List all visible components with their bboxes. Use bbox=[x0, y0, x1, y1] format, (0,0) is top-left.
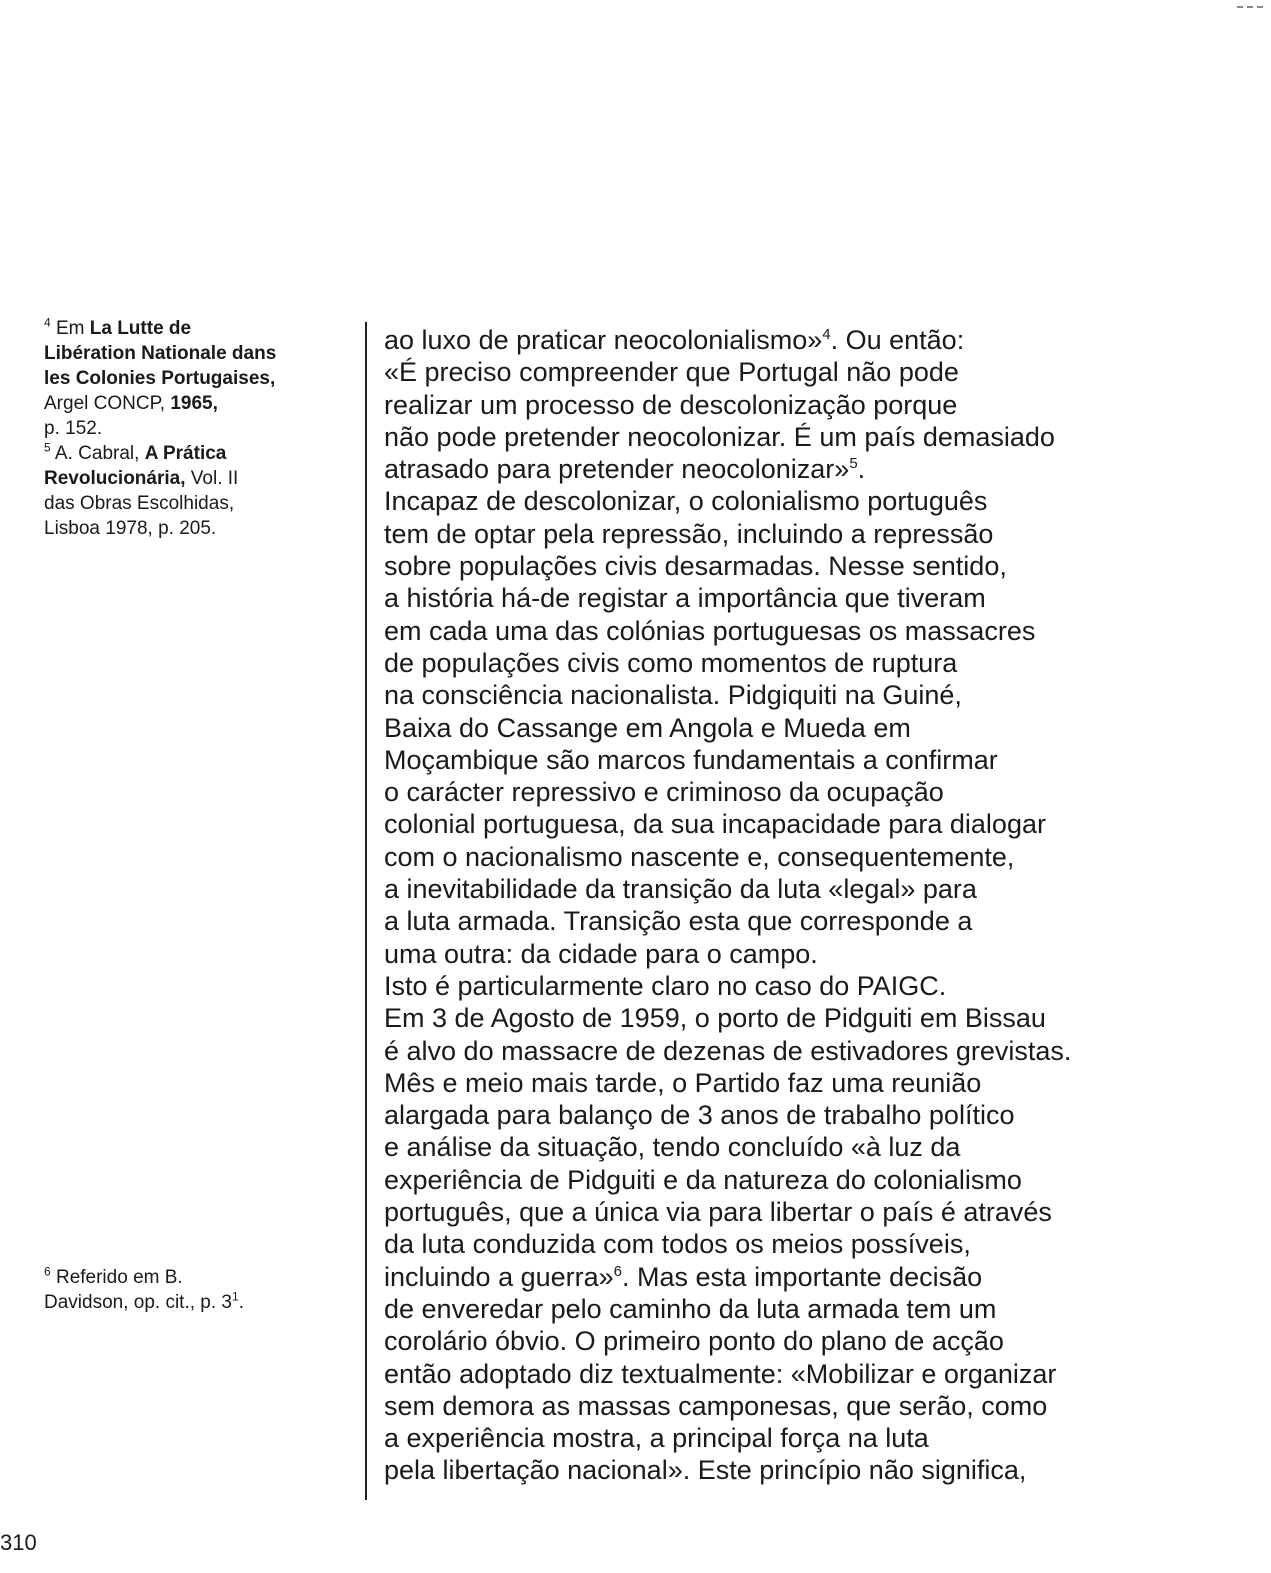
footnote-4-marker: 4 bbox=[44, 315, 51, 330]
body-line-text: a inevitabilidade da transição da luta «legal» para bbox=[384, 874, 977, 905]
footnote-4-line bbox=[44, 391, 344, 416]
body-line bbox=[384, 356, 1224, 388]
footnote-text: das Obras Escolhidas, bbox=[44, 493, 235, 514]
footnote-4-line bbox=[44, 416, 344, 441]
body-line-text: realizar um processo de descolonização porque bbox=[384, 389, 958, 420]
body-line-text: sobre populações civis desarmadas. Nesse sentido, bbox=[384, 551, 1007, 582]
main-body-text bbox=[384, 324, 1224, 1487]
page-number: 310 bbox=[0, 1530, 37, 1555]
footnote-text: . bbox=[238, 1292, 244, 1313]
body-line bbox=[384, 1067, 1224, 1099]
footnote-4-line bbox=[44, 366, 344, 391]
body-line-text: a história há-de registar a importância que tiveram bbox=[384, 583, 986, 614]
body-line bbox=[384, 1164, 1224, 1196]
footnote-text: Vol. II bbox=[185, 468, 239, 489]
body-line bbox=[384, 1035, 1224, 1067]
footnote-text: Argel CONCP, bbox=[44, 393, 171, 414]
footnote-5-marker: 5 bbox=[44, 440, 51, 455]
footnote-year: 1965, bbox=[170, 393, 218, 414]
footnote-title: les Colonies Portugaises, bbox=[44, 368, 276, 389]
footnote-6-marker: 6 bbox=[44, 1264, 51, 1279]
body-line-text: . bbox=[857, 454, 866, 485]
body-line bbox=[384, 1131, 1224, 1163]
body-line bbox=[384, 582, 1224, 614]
footnote-5-line bbox=[44, 516, 344, 541]
body-line-text: colonial portuguesa, da sua incapacidade para dialogar bbox=[384, 809, 1046, 840]
body-line bbox=[384, 1454, 1224, 1486]
footnote-title: A Prática bbox=[144, 443, 227, 464]
footnote-text: Lisboa 1978, p. 205. bbox=[44, 518, 217, 539]
margin-rule bbox=[365, 322, 367, 1500]
footnote-5-line bbox=[44, 491, 344, 516]
body-line-text: «É preciso compreender que Portugal não pode bbox=[384, 357, 959, 388]
footnote-6-line bbox=[44, 1290, 344, 1315]
footnote-5-line bbox=[44, 466, 344, 491]
footnote-text: p. 152. bbox=[44, 418, 103, 439]
body-line-text: . Ou então: bbox=[830, 325, 965, 355]
body-line-text: não pode pretender neocolonizar. É um país demasiado bbox=[384, 421, 1055, 452]
footnote-title: La Lutte de bbox=[89, 318, 192, 339]
body-line bbox=[384, 1228, 1224, 1260]
body-line-text: em cada uma das colónias portuguesas os massacres bbox=[384, 615, 1036, 646]
body-line bbox=[384, 1325, 1224, 1357]
body-line bbox=[384, 841, 1224, 873]
body-line-text: Incapaz de descolonizar, o colonialismo português bbox=[384, 486, 988, 517]
body-line-text: ao luxo de praticar neocolonialismo» bbox=[384, 325, 823, 355]
body-line-text: da luta conduzida com todos os meios possíveis, bbox=[384, 1229, 971, 1260]
body-line-text: a luta armada. Transição esta que corresponde a bbox=[384, 906, 973, 937]
footnote-4-line bbox=[44, 316, 344, 341]
footnote-text: Referido em B. bbox=[55, 1267, 183, 1288]
body-line bbox=[384, 744, 1224, 776]
body-line-text: de populações civis como momentos de ruptura bbox=[384, 647, 958, 678]
footnotes-bottom bbox=[44, 1265, 344, 1315]
body-line bbox=[384, 1358, 1224, 1390]
body-line-text: tem de optar pela repressão, incluindo a repressão bbox=[384, 518, 994, 549]
body-line-text: de enveredar pelo caminho da luta armada tem um bbox=[384, 1293, 997, 1324]
body-line-text: incluindo a guerra» bbox=[384, 1261, 614, 1292]
body-line-text: na consciência nacionalista. Pidgiquiti na Guiné, bbox=[384, 680, 962, 711]
body-line-text: . Mas esta importante decisão bbox=[622, 1261, 983, 1292]
body-line-text: e análise da situação, tendo concluído «à luz da bbox=[384, 1132, 961, 1163]
body-line-text: pela libertação nacional». Este princípio não significa, bbox=[384, 1455, 1027, 1486]
footnote-title: Libération Nationale dans bbox=[44, 343, 277, 364]
footnote-ref: 4 bbox=[822, 326, 831, 343]
body-line bbox=[384, 1002, 1224, 1034]
body-line-text: Mês e meio mais tarde, o Partido faz uma reunião bbox=[384, 1067, 982, 1098]
footnote-text: Davidson, op. cit., p. 3 bbox=[44, 1292, 232, 1313]
body-line bbox=[384, 1422, 1224, 1454]
body-line bbox=[384, 1099, 1224, 1131]
body-line-text: Em 3 de Agosto de 1959, o porto de Pidguiti em Bissau bbox=[384, 1003, 1046, 1034]
body-line-text: com o nacionalismo nascente e, consequentemente, bbox=[384, 841, 1015, 872]
body-line-text: atrasado para pretender neocolonizar» bbox=[384, 454, 850, 485]
body-line-text: então adoptado diz textualmente: «Mobilizar e organizar bbox=[384, 1358, 1057, 1389]
body-line-text: uma outra: da cidade para o campo. bbox=[384, 938, 818, 969]
body-line bbox=[384, 938, 1224, 970]
footnote-4-line bbox=[44, 341, 344, 366]
body-line-text: Moçambique são marcos fundamentais a confirmar bbox=[384, 744, 998, 775]
footnote-ref: 6 bbox=[613, 1262, 623, 1280]
body-line bbox=[384, 1261, 1224, 1293]
body-line-text: sem demora as massas camponesas, que serão, como bbox=[384, 1390, 1048, 1421]
body-line-text: Isto é particularmente claro no caso do PAIGC. bbox=[384, 970, 947, 1001]
body-line-text: é alvo do massacre de dezenas de estivadores grevistas. bbox=[384, 1035, 1072, 1066]
footnote-6-line bbox=[44, 1265, 344, 1290]
footnote-sup: 1 bbox=[232, 1289, 239, 1304]
body-line bbox=[384, 421, 1224, 453]
footnotes-top bbox=[44, 316, 344, 541]
body-line bbox=[384, 615, 1224, 647]
body-line bbox=[384, 679, 1224, 711]
body-line-text: o carácter repressivo e criminoso da ocupação bbox=[384, 777, 944, 808]
corner-mark bbox=[1237, 6, 1263, 8]
body-line bbox=[384, 518, 1224, 550]
body-line bbox=[384, 550, 1224, 582]
body-line-text: português, que a única via para libertar o país é através bbox=[384, 1197, 1052, 1228]
body-line-text: corolário óbvio. O primeiro ponto do plano de acção bbox=[384, 1326, 1004, 1357]
body-line-text: a experiência mostra, a principal força na luta bbox=[384, 1423, 929, 1454]
body-line bbox=[384, 776, 1224, 808]
body-line bbox=[384, 1390, 1224, 1422]
footnote-5-line bbox=[44, 441, 344, 466]
body-line bbox=[384, 389, 1224, 421]
body-line bbox=[384, 647, 1224, 679]
body-line bbox=[384, 808, 1224, 840]
body-line bbox=[384, 485, 1224, 517]
body-line bbox=[384, 1196, 1224, 1228]
footnote-ref: 5 bbox=[849, 455, 858, 473]
body-line bbox=[384, 453, 1224, 485]
body-line bbox=[384, 905, 1224, 937]
footnote-title: Revolucionária, bbox=[44, 468, 186, 489]
body-line-text: experiência de Pidguiti e da natureza do colonialismo bbox=[384, 1164, 1022, 1195]
body-line bbox=[384, 970, 1224, 1002]
body-line-text: Baixa do Cassange em Angola e Mueda em bbox=[384, 712, 911, 743]
body-line bbox=[384, 1293, 1224, 1325]
footnote-text: A. Cabral, bbox=[54, 443, 145, 464]
footnote-text: Em bbox=[55, 318, 90, 339]
body-line-text: alargada para balanço de 3 anos de trabalho político bbox=[384, 1100, 1015, 1131]
body-line bbox=[384, 324, 1224, 356]
body-line bbox=[384, 873, 1224, 905]
body-line bbox=[384, 712, 1224, 744]
